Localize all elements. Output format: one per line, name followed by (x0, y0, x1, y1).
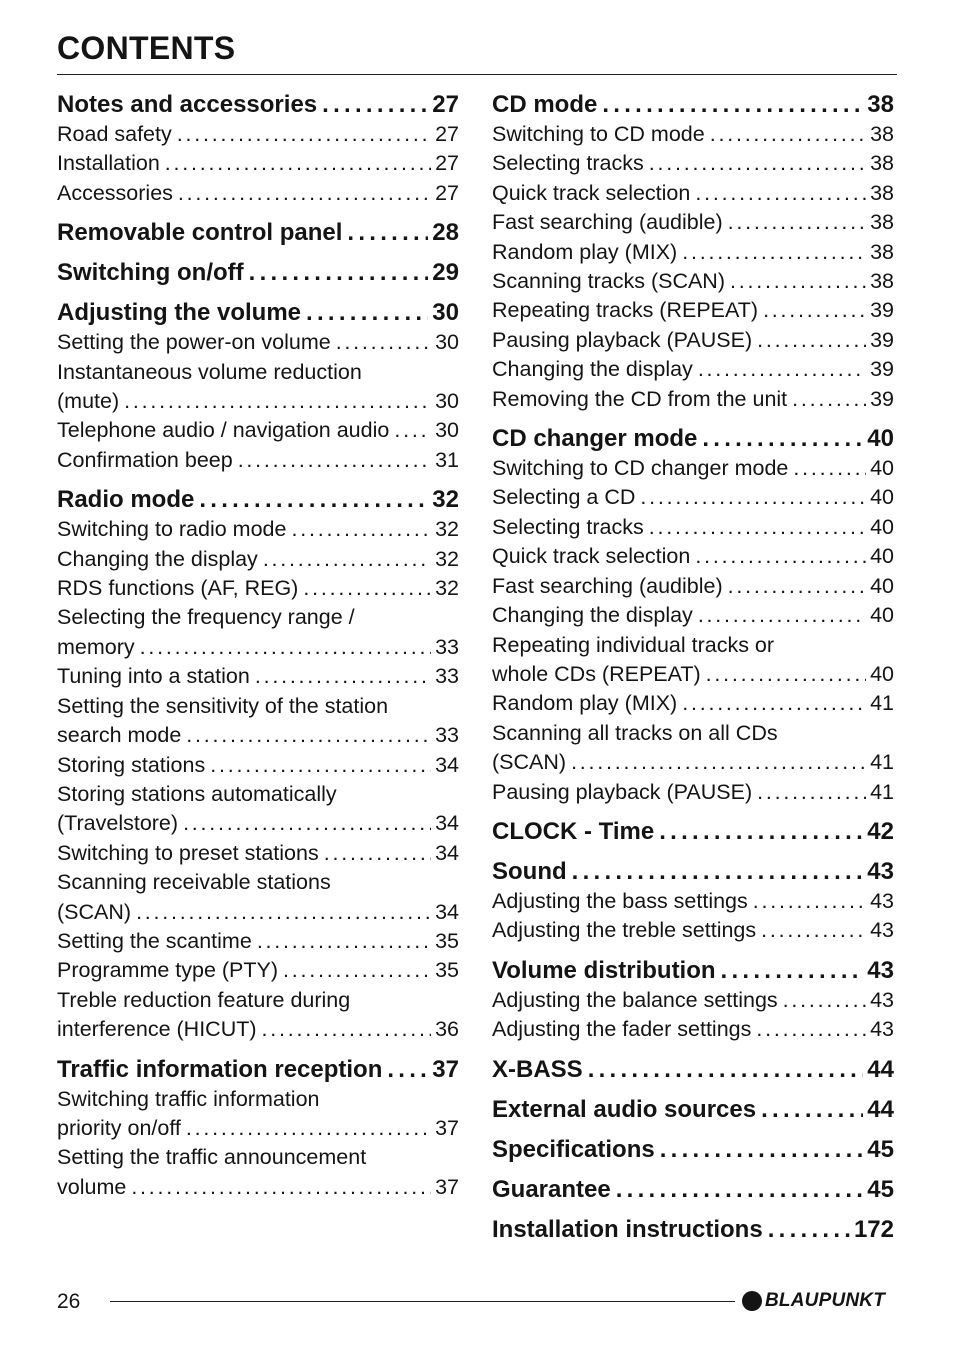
toc-page-number: 32 (435, 576, 459, 601)
toc-item-label: (SCAN) (57, 899, 132, 924)
toc-item-label: Fast searching (audible) (492, 210, 723, 235)
toc-item-entry[interactable] (492, 454, 894, 483)
toc-item-entry[interactable] (492, 483, 894, 512)
toc-section-title: Specifications (492, 1135, 655, 1163)
toc-item-entry[interactable] (492, 385, 894, 414)
toc-item-label: Road safety (57, 122, 172, 146)
dot-leader (695, 179, 866, 208)
toc-page-number: 37 (432, 1055, 459, 1083)
toc-section-entry[interactable] (492, 1215, 894, 1245)
toc-item-label-line1: Treble reduction feature during (57, 987, 351, 1012)
toc-page-number: 40 (870, 603, 894, 628)
toc-item-entry[interactable] (57, 515, 459, 544)
dot-leader (306, 298, 428, 328)
toc-item-entry[interactable] (57, 1015, 459, 1044)
dot-leader (255, 662, 431, 691)
toc-page-number: 38 (870, 122, 894, 146)
toc-section-title: Volume distribution (492, 956, 716, 984)
toc-page-number: 27 (435, 151, 459, 176)
toc-page-number: 34 (435, 752, 459, 777)
toc-item-entry[interactable] (492, 601, 894, 630)
toc-section-entry[interactable] (492, 424, 894, 454)
toc-item-label: Selecting a CD (492, 485, 636, 510)
toc-page-number: 33 (435, 634, 459, 659)
toc-item-entry[interactable] (57, 633, 459, 662)
toc-item-entry[interactable] (57, 120, 459, 149)
toc-item-label: Adjusting the treble settings (492, 918, 757, 943)
logo-dot-icon (742, 1291, 762, 1311)
dot-leader (588, 1055, 864, 1085)
toc-item-entry[interactable] (492, 355, 894, 384)
toc-item-entry[interactable] (492, 208, 894, 237)
dot-leader (728, 208, 866, 237)
toc-page-number: 38 (870, 151, 894, 176)
toc-page-number: 35 (435, 928, 459, 953)
toc-item-label-line1: Scanning receivable stations (57, 870, 331, 895)
toc-page-number: 35 (435, 958, 459, 983)
dot-leader (303, 574, 431, 603)
toc-page-number: 38 (870, 210, 894, 235)
toc-page-number: 38 (870, 239, 894, 264)
dot-leader (387, 1055, 428, 1085)
toc-section-title: Guarantee (492, 1175, 611, 1203)
toc-item-label: Fast searching (audible) (492, 573, 723, 598)
dot-leader (660, 1135, 864, 1165)
toc-item-entry[interactable] (492, 887, 894, 916)
toc-item-entry[interactable] (57, 662, 459, 691)
toc-item-label: Scanning tracks (SCAN) (492, 269, 725, 294)
toc-item-entry[interactable] (492, 572, 894, 601)
toc-item-entry[interactable] (57, 751, 459, 780)
toc-item-label: RDS functions (AF, REG) (57, 576, 299, 601)
toc-section-entry[interactable] (57, 258, 459, 288)
toc-item-label: Pausing playback (PAUSE) (492, 327, 753, 352)
toc-section-entry[interactable] (492, 1135, 894, 1165)
toc-page-number: 39 (870, 327, 894, 352)
toc-page-number: 40 (867, 425, 894, 453)
dot-leader (698, 355, 866, 384)
toc-page-number: 39 (870, 298, 894, 323)
dot-leader (763, 296, 866, 325)
toc-item-entry[interactable] (492, 778, 894, 807)
toc-item-label: Storing stations (57, 752, 206, 777)
dot-leader (347, 218, 428, 248)
dot-leader (177, 120, 431, 149)
toc-section-entry[interactable] (57, 485, 459, 515)
footer-rule (110, 1301, 735, 1302)
toc-item-label: Quick track selection (492, 544, 691, 569)
toc-page-number: 43 (870, 888, 894, 913)
toc-section-title: CLOCK - Time (492, 817, 655, 845)
toc-item-label: Tuning into a station (57, 664, 250, 689)
dot-leader (659, 817, 863, 847)
dot-leader (783, 986, 866, 1015)
dot-leader (322, 90, 428, 120)
toc-item-entry[interactable] (57, 179, 459, 208)
toc-page-number: 30 (435, 418, 459, 443)
toc-item-label: Adjusting the bass settings (492, 888, 748, 913)
toc-item-label: Random play (MIX) (492, 239, 678, 264)
blaupunkt-logo (742, 1290, 885, 1312)
toc-right-column (492, 90, 894, 1245)
toc-item-entry[interactable] (57, 1173, 459, 1202)
toc-item-entry[interactable] (57, 328, 459, 357)
toc-page-number: 41 (870, 750, 894, 775)
dot-leader (572, 857, 864, 887)
toc-item-entry[interactable] (57, 574, 459, 603)
toc-page-number: 32 (432, 486, 459, 514)
toc-item-entry[interactable] (57, 446, 459, 475)
toc-item-entry[interactable] (57, 416, 459, 445)
toc-item-label: interference (HICUT) (57, 1017, 257, 1042)
toc-page-number: 45 (867, 1135, 894, 1163)
toc-section-entry[interactable] (492, 956, 894, 986)
toc-page-number: 29 (432, 259, 459, 287)
toc-section-title: CD changer mode (492, 425, 698, 453)
toc-item-label: (Travelstore) (57, 811, 179, 836)
toc-section-entry[interactable] (57, 90, 459, 120)
toc-section-title: Removable control panel (57, 219, 343, 247)
dot-leader (249, 258, 429, 288)
dot-leader (682, 238, 866, 267)
dot-leader (178, 179, 431, 208)
page-number: 26 (57, 1290, 81, 1313)
toc-section-entry[interactable] (492, 1175, 894, 1205)
dot-leader (698, 601, 866, 630)
toc-page-number: 30 (435, 389, 459, 414)
dot-leader (291, 515, 431, 544)
toc-section-title: External audio sources (492, 1095, 757, 1123)
toc-page-number: 40 (870, 456, 894, 481)
dot-leader (730, 267, 866, 296)
dot-leader (183, 809, 431, 838)
toc-section-entry[interactable] (57, 298, 459, 328)
dot-leader (640, 483, 866, 512)
toc-item-label-line1: Switching traffic information (57, 1086, 320, 1111)
dot-leader (721, 956, 864, 986)
toc-page-number: 43 (867, 956, 894, 984)
dot-leader (283, 956, 431, 985)
toc-item-label: Quick track selection (492, 180, 691, 205)
toc-page-number: 33 (435, 664, 459, 689)
toc-section-title: Adjusting the volume (57, 299, 302, 327)
toc-item-label-line1: Scanning all tracks on all CDs (492, 720, 778, 745)
toc-item-entry[interactable] (57, 809, 459, 838)
toc-page-number: 33 (435, 723, 459, 748)
dot-leader (602, 90, 863, 120)
toc-item-entry[interactable] (492, 1015, 894, 1044)
toc-section-entry[interactable] (492, 90, 894, 120)
toc-item-entry[interactable] (57, 545, 459, 574)
toc-section-entry[interactable] (492, 817, 894, 847)
toc-item-label-line1: Storing stations automatically (57, 781, 337, 806)
toc-item-entry[interactable] (57, 927, 459, 956)
toc-section-entry[interactable] (57, 218, 459, 248)
toc-section-title: Radio mode (57, 486, 195, 514)
dot-leader (649, 513, 866, 542)
toc-page-number: 43 (870, 918, 894, 943)
toc-section-title: CD mode (492, 91, 598, 118)
toc-page-number: 32 (435, 517, 459, 542)
dot-leader (761, 1095, 863, 1125)
toc-item-entry[interactable] (57, 898, 459, 927)
toc-item-label: whole CDs (REPEAT) (492, 661, 701, 686)
toc-section-title: Sound (492, 857, 567, 885)
dot-leader (706, 660, 866, 689)
toc-section-entry[interactable] (57, 1055, 459, 1085)
toc-item-entry[interactable] (492, 542, 894, 571)
toc-page-number: 40 (870, 573, 894, 598)
toc-page-number: 41 (870, 691, 894, 716)
toc-page-number: 34 (435, 811, 459, 836)
toc-page-number: 38 (867, 91, 894, 118)
toc-page-number: 40 (870, 544, 894, 569)
toc-item-label: Programme type (PTY) (57, 958, 279, 983)
toc-page-number: 27 (435, 122, 459, 146)
toc-section-entry[interactable] (492, 1055, 894, 1085)
toc-section-entry[interactable] (492, 1095, 894, 1125)
dot-leader (136, 898, 431, 927)
toc-item-label: Changing the display (492, 603, 693, 628)
dot-leader (324, 839, 431, 868)
dot-leader (756, 1015, 866, 1044)
dot-leader (262, 1015, 432, 1044)
toc-page-number: 41 (870, 779, 894, 804)
toc-item-label: Adjusting the fader settings (492, 1017, 752, 1042)
toc-item-label: Setting the scantime (57, 928, 252, 953)
toc-item-entry[interactable] (492, 986, 894, 1015)
dot-leader (165, 149, 431, 178)
dot-leader (649, 149, 866, 178)
toc-item-entry[interactable] (492, 748, 894, 777)
toc-item-label: Switching to radio mode (57, 517, 287, 542)
toc-item-label: Setting the power-on volume (57, 330, 331, 355)
toc-item-entry[interactable] (492, 267, 894, 296)
toc-item-label: priority on/off (57, 1115, 181, 1140)
toc-page-number: 38 (870, 180, 894, 205)
toc-item-entry[interactable] (57, 839, 459, 868)
dot-leader (753, 887, 866, 916)
toc-item-entry[interactable] (492, 238, 894, 267)
toc-page-number: 28 (432, 219, 459, 247)
dot-leader (186, 1114, 431, 1143)
dot-leader (210, 751, 431, 780)
toc-item-entry[interactable] (492, 916, 894, 945)
toc-page-number: 27 (432, 91, 459, 118)
toc-item-label: Changing the display (492, 357, 693, 382)
toc-page-number: 38 (870, 269, 894, 294)
dot-leader (186, 721, 431, 750)
dot-leader (757, 326, 866, 355)
toc-item-label: Installation (57, 151, 160, 176)
dot-leader (768, 1215, 850, 1245)
toc-page-number: 39 (870, 357, 894, 382)
toc-item-entry[interactable] (492, 149, 894, 178)
toc-section-title: Notes and accessories (57, 91, 318, 118)
toc-item-entry[interactable] (57, 1114, 459, 1143)
toc-item-label: (mute) (57, 389, 120, 414)
toc-item-entry[interactable] (57, 956, 459, 985)
dot-leader (710, 120, 866, 149)
logo-wordmark: BLAUPUNKT (765, 1290, 886, 1311)
dot-leader (728, 572, 866, 601)
dot-leader (263, 545, 431, 574)
toc-item-label: Switching to preset stations (57, 840, 319, 865)
toc-page-number: 37 (435, 1115, 459, 1140)
toc-page-number: 34 (435, 840, 459, 865)
toc-item-label-line1: Instantaneous volume reduction (57, 359, 362, 384)
toc-page-number: 44 (867, 1095, 894, 1123)
toc-item-entry[interactable] (492, 513, 894, 542)
toc-page-number: 36 (435, 1017, 459, 1042)
dot-leader (336, 328, 431, 357)
toc-item-label: Selecting tracks (492, 514, 644, 539)
page-title: CONTENTS (57, 30, 236, 66)
dot-leader (702, 424, 863, 454)
toc-item-label: Confirmation beep (57, 447, 233, 472)
toc-item-label: Adjusting the balance settings (492, 987, 778, 1012)
toc-item-label: Changing the display (57, 546, 258, 571)
toc-page-number: 31 (435, 447, 459, 472)
toc-item-label: Removing the CD from the unit (492, 386, 788, 411)
toc-item-label: search mode (57, 723, 182, 748)
toc-item-label: Switching to CD mode (492, 122, 705, 146)
dot-leader (394, 416, 431, 445)
toc-section-title: Installation instructions (492, 1215, 763, 1243)
toc-item-label: volume (57, 1174, 127, 1199)
toc-item-label-line1: Selecting the frequency range / (57, 605, 355, 630)
toc-page-number: 43 (867, 857, 894, 885)
toc-item-label-line1: Setting the sensitivity of the station (57, 693, 389, 718)
dot-leader (131, 1173, 431, 1202)
dot-leader (792, 385, 866, 414)
toc-page-number: 43 (870, 987, 894, 1012)
toc-item-label: Switching to CD changer mode (492, 456, 789, 481)
toc-page-number: 45 (867, 1175, 894, 1203)
toc-page-number: 44 (867, 1055, 894, 1083)
toc-section-title: Switching on/off (57, 259, 244, 287)
dot-leader (124, 387, 431, 416)
toc-page-number: 172 (853, 1215, 894, 1243)
toc-item-label: memory (57, 634, 135, 659)
toc-page-number: 32 (435, 546, 459, 571)
toc-item-entry[interactable] (57, 721, 459, 750)
toc-item-entry[interactable] (492, 689, 894, 718)
toc-page-number: 39 (870, 386, 894, 411)
toc-item-entry[interactable] (492, 179, 894, 208)
dot-leader (238, 446, 431, 475)
dot-leader (761, 916, 866, 945)
toc-item-label: Accessories (57, 180, 173, 205)
dot-leader (757, 778, 866, 807)
toc-page-number: 40 (870, 661, 894, 686)
toc-page-number: 34 (435, 899, 459, 924)
dot-leader (793, 454, 866, 483)
toc-item-entry[interactable] (57, 387, 459, 416)
toc-page-number: 37 (435, 1174, 459, 1199)
dot-leader (257, 927, 431, 956)
toc-item-label: (SCAN) (492, 750, 567, 775)
toc-page-number: 40 (870, 485, 894, 510)
dot-leader (199, 485, 428, 515)
toc-item-entry[interactable] (492, 120, 894, 149)
dot-leader (695, 542, 866, 571)
toc-item-label: Random play (MIX) (492, 691, 678, 716)
toc-item-label-line1: Setting the traffic announcement (57, 1145, 367, 1170)
toc-page-number: 43 (870, 1017, 894, 1042)
toc-section-title: X-BASS (492, 1055, 583, 1083)
toc-item-entry[interactable] (492, 296, 894, 325)
dot-leader (140, 633, 431, 662)
dot-leader (616, 1175, 864, 1205)
toc-item-label: Telephone audio / navigation audio (57, 418, 390, 443)
toc-item-entry[interactable] (492, 660, 894, 689)
toc-item-label: Selecting tracks (492, 151, 644, 176)
toc-section-title: Traffic information reception (57, 1055, 383, 1083)
toc-item-label: Pausing playback (PAUSE) (492, 779, 753, 804)
header-rule (57, 74, 897, 75)
toc-page-number: 30 (435, 330, 459, 355)
toc-item-entry[interactable] (57, 149, 459, 178)
toc-item-entry[interactable] (492, 326, 894, 355)
toc-page-number: 30 (432, 299, 459, 327)
toc-item-label-line1: Repeating individual tracks or (492, 632, 775, 657)
dot-leader (682, 689, 866, 718)
toc-section-entry[interactable] (492, 857, 894, 887)
toc-left-column (57, 90, 459, 1202)
toc-item-label: Repeating tracks (REPEAT) (492, 298, 759, 323)
dot-leader (571, 748, 866, 777)
toc-page-number: 42 (867, 817, 894, 845)
toc-page-number: 27 (435, 180, 459, 205)
toc-page-number: 40 (870, 514, 894, 539)
